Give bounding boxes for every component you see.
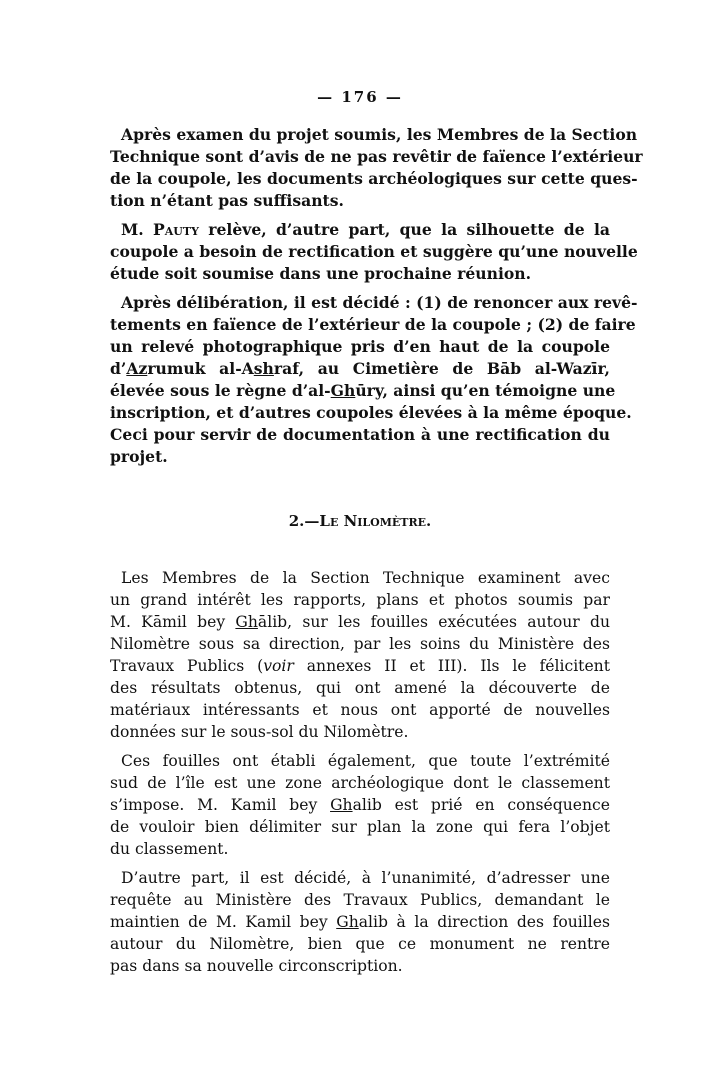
text-line: Ceci pour servir de documentation à une rectification du (110, 425, 610, 444)
text-line: Nilomètre sous sa direction, par les soins du Ministère des (110, 635, 610, 653)
underlined-span: Gh (330, 796, 353, 814)
text-line: Après délibération, il est décidé : (1) de renoncer aux revê- (121, 293, 638, 312)
text-line: pas dans sa nouvelle circonscription. (110, 957, 403, 975)
text-line: coupole a besoin de rectification et suggère qu’une nouvelle (110, 242, 638, 261)
text-line: Après examen du projet soumis, les Membres de la Section (121, 125, 638, 144)
text-span: annexes II et III). Ils le félicitent (293, 657, 610, 675)
text-line: tion n’étant pas suffisants. (110, 191, 344, 210)
text-span: ālib, sur les fouilles exécutées autour du (257, 613, 610, 631)
text-line: étude soit soumise dans une prochaine réunion. (110, 264, 532, 283)
text-span: rumuk al-A (147, 359, 254, 378)
text-line: Les Membres de la Section Technique examinent avec (121, 569, 610, 587)
text-line: inscription, et d’autres coupoles élevées à la même époque. (110, 403, 632, 422)
text-line: projet. (110, 447, 168, 466)
text-line: tements en faïence de l’extérieur de la coupole ; (2) de faire (110, 315, 636, 334)
underlined-span: Gh (330, 381, 356, 400)
text-span: d’ (110, 359, 127, 378)
speaker-name: Pauty (153, 220, 199, 239)
text-span: ūry, ainsi qu’en témoigne une (355, 381, 616, 400)
text-span: élevée sous le règne d’al- (110, 381, 331, 400)
text-line: un relevé photographique pris d’en haut de la coupole (110, 337, 610, 356)
page-number: — 176 — (317, 88, 403, 106)
heading-text: 2.—Le Nilomètre. (288, 512, 432, 530)
text-line (110, 655, 610, 677)
text-line: de vouloir bien délimiter sur plan la zone qui fera l’objet (110, 818, 610, 836)
text-span: relève, d’autre part, que la silhouette de la (198, 220, 610, 239)
text-line: Technique sont d’avis de ne pas revêtir de faïence l’extérieur (110, 147, 643, 166)
text-line: autour du Nilomètre, bien que ce monument ne rentre (110, 935, 610, 953)
text-line (121, 219, 610, 241)
text-line (110, 794, 610, 816)
text-line: des résultats obtenus, qui ont amené la découverte de (110, 679, 610, 697)
text-line: D’autre part, il est décidé, à l’unanimité, d’adresser une (121, 869, 610, 887)
text-line: du classement. (110, 840, 229, 858)
text-line (110, 358, 610, 380)
text-line (110, 380, 616, 402)
text-line (110, 611, 610, 633)
text-line: un grand intérêt les rapports, plans et photos soumis par (110, 591, 610, 609)
text-span: raf, au Cimetière de Bāb al-Wazīr, (273, 359, 610, 378)
text-span: s’impose. M. Kamil bey (110, 796, 331, 814)
text-line (110, 911, 610, 933)
speaker-prefix: M. (121, 220, 154, 239)
text-span: Travaux Publics ( (110, 657, 264, 675)
italic-span: voir (263, 657, 294, 675)
text-span: M. Kāmil bey (110, 613, 236, 631)
text-line: requête au Ministère des Travaux Publics, demandant le (110, 891, 610, 909)
text-line: données sur le sous-sol du Nilomètre. (110, 723, 409, 741)
text-line: Ces fouilles ont établi également, que toute l’extrémité (121, 752, 610, 770)
underlined-span: Gh (235, 613, 258, 631)
section-heading (0, 512, 720, 530)
text-line: sud de l’île est une zone archéologique dont le classement (110, 774, 610, 792)
text-span: alib à la direction des fouilles (358, 913, 610, 931)
underlined-span: sh (253, 359, 274, 378)
text-line: de la coupole, les documents archéologiques sur cette ques- (110, 169, 638, 188)
text-span: alib est prié en conséquence (352, 796, 610, 814)
underlined-span: Gh (336, 913, 359, 931)
text-span: maintien de M. Kamil bey (110, 913, 337, 931)
text-line: matériaux intéressants et nous ont apporté de nouvelles (110, 701, 610, 719)
underlined-span: Az (126, 359, 148, 378)
